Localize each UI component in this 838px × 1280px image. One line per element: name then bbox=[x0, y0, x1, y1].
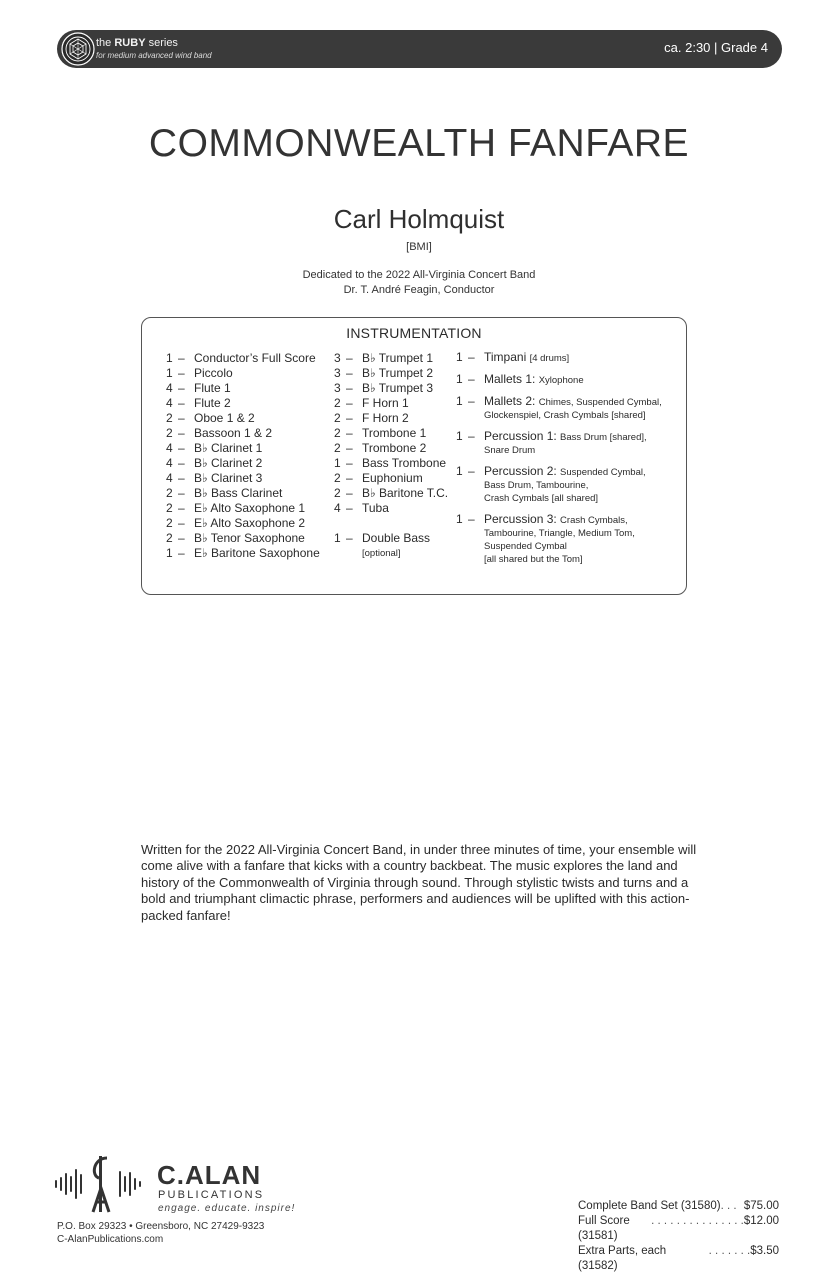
instrument-name: Double Bass bbox=[362, 531, 431, 545]
percussion-entry bbox=[456, 395, 662, 422]
duration-grade: ca. 2:30 | Grade 4 bbox=[664, 40, 768, 55]
instrument-qty: 4 bbox=[166, 441, 173, 455]
dash: – bbox=[178, 396, 185, 410]
instrument-qty: 2 bbox=[334, 471, 341, 485]
publisher-website[interactable]: C-AlanPublications.com bbox=[57, 1234, 164, 1245]
instrument-name: E♭ Alto Saxophone 1 bbox=[194, 501, 306, 515]
instrument-qty: 1 bbox=[334, 531, 341, 545]
dash: – bbox=[178, 531, 185, 545]
instrument-row bbox=[334, 396, 448, 411]
instrument-qty: 3 bbox=[334, 351, 341, 365]
instrument-name: F Horn 1 bbox=[362, 396, 409, 410]
instrument-qty: 4 bbox=[166, 396, 173, 410]
instrument-name: E♭ Alto Saxophone 2 bbox=[194, 516, 306, 530]
instrument-name: Piccolo bbox=[194, 366, 233, 380]
instrument-qty: 2 bbox=[334, 396, 341, 410]
instrument-note: Suspended Cymbal, bbox=[560, 467, 646, 478]
dash: – bbox=[346, 456, 353, 470]
instrument-qty: 1 bbox=[456, 512, 463, 526]
percussion-entry bbox=[456, 465, 662, 505]
publisher-contact bbox=[57, 1220, 264, 1246]
instrument-name: B♭ Clarinet 1 bbox=[194, 441, 263, 455]
price-leader-dots: . . . . . . . bbox=[708, 1245, 751, 1257]
instrument-qty: 3 bbox=[334, 366, 341, 380]
instrument-qty: 2 bbox=[334, 411, 341, 425]
dash: – bbox=[178, 411, 185, 425]
percussion-entry bbox=[456, 351, 662, 365]
price-value: $3.50 bbox=[750, 1245, 779, 1257]
instrument-name: Mallets 2: bbox=[484, 394, 536, 408]
percussion-first-line bbox=[484, 351, 569, 365]
instrument-name: Flute 1 bbox=[194, 381, 231, 395]
instrument-note: [4 drums] bbox=[529, 353, 570, 364]
instrument-note-line: Glockenspiel, Crash Cymbals [shared] bbox=[484, 410, 646, 421]
price-label: Full Score (31581) bbox=[578, 1215, 630, 1242]
instrument-qty: 4 bbox=[166, 471, 173, 485]
instrument-qty: 1 bbox=[456, 429, 463, 443]
instrument-qty: 4 bbox=[334, 501, 341, 515]
instrument-qty: 2 bbox=[166, 516, 173, 530]
price-leader-dots: . . . bbox=[720, 1200, 737, 1212]
instrument-name: Timpani bbox=[484, 350, 527, 364]
instrument-name: Euphonium bbox=[362, 471, 423, 485]
instrument-note-row bbox=[334, 546, 448, 561]
instrument-name: Oboe 1 & 2 bbox=[194, 411, 255, 425]
instrument-note: Chimes, Suspended Cymbal, bbox=[538, 397, 662, 408]
instrument-name: Conductor’s Full Score bbox=[194, 351, 316, 365]
instrument-note: Bass Drum [shared], bbox=[560, 432, 647, 443]
instrument-note-line: Suspended Cymbal bbox=[484, 541, 567, 552]
instrument-qty: 2 bbox=[334, 426, 341, 440]
instrument-qty: 2 bbox=[166, 531, 173, 545]
instrument-row bbox=[334, 456, 448, 471]
series-subtitle: for medium advanced wind band bbox=[96, 51, 212, 60]
dash: – bbox=[346, 426, 353, 440]
instrument-name: B♭ Trumpet 3 bbox=[362, 381, 434, 395]
instrument-row bbox=[166, 546, 320, 561]
instrument-name: Trombone 2 bbox=[362, 441, 427, 455]
percussion-first-line bbox=[484, 430, 647, 444]
dash: – bbox=[346, 531, 353, 545]
dash: – bbox=[468, 350, 475, 364]
instrumentation-column-percussion bbox=[456, 351, 662, 566]
dash: – bbox=[178, 426, 185, 440]
instrument-note-line: [all shared but the Tom] bbox=[484, 554, 583, 565]
instrument-note-line: Bass Drum, Tambourine, bbox=[484, 480, 589, 491]
instrument-row bbox=[334, 351, 448, 366]
instrument-name: Mallets 1: bbox=[484, 372, 536, 386]
dash: – bbox=[468, 464, 475, 478]
percussion-body bbox=[484, 430, 647, 457]
instrumentation-column-woodwinds bbox=[166, 351, 320, 561]
instrument-row bbox=[334, 381, 448, 396]
instrument-row bbox=[334, 471, 448, 486]
dash: – bbox=[178, 501, 185, 515]
dash: – bbox=[178, 486, 185, 500]
price-label: Extra Parts, each (31582) bbox=[578, 1245, 667, 1272]
instrument-name: B♭ Tenor Saxophone bbox=[194, 531, 305, 545]
series-label bbox=[96, 37, 212, 61]
instrument-qty: 3 bbox=[334, 381, 341, 395]
dash: – bbox=[346, 366, 353, 380]
instrument-qty: 4 bbox=[166, 456, 173, 470]
instrumentation-box bbox=[141, 317, 687, 595]
instrument-name: B♭ Clarinet 3 bbox=[194, 471, 263, 485]
dash: – bbox=[346, 501, 353, 515]
instrument-name: B♭ Trumpet 2 bbox=[362, 366, 434, 380]
publisher-address: P.O. Box 29323 • Greensboro, NC 27429-9323 bbox=[57, 1221, 265, 1232]
price-row bbox=[578, 1214, 779, 1244]
instrument-row bbox=[166, 426, 320, 441]
instrument-qty: 1 bbox=[166, 546, 173, 560]
percussion-body bbox=[484, 351, 569, 365]
instrument-row bbox=[166, 396, 320, 411]
instrument-row bbox=[334, 366, 448, 381]
instrument-row bbox=[166, 381, 320, 396]
instrument-row bbox=[166, 516, 320, 531]
dash: – bbox=[178, 351, 185, 365]
instrument-qty: 1 bbox=[456, 394, 463, 408]
instrument-note-line: Tambourine, Triangle, Medium Tom, bbox=[484, 528, 635, 539]
series-suffix: series bbox=[148, 37, 178, 49]
instrumentation-column-brass bbox=[334, 351, 448, 561]
instrument-row bbox=[334, 501, 448, 516]
price-row bbox=[578, 1244, 779, 1274]
dash: – bbox=[178, 516, 185, 530]
dash: – bbox=[178, 456, 185, 470]
piece-title: COMMONWEALTH FANFARE bbox=[148, 122, 690, 165]
dash: – bbox=[346, 396, 353, 410]
percussion-body bbox=[484, 373, 584, 387]
instrument-name: Percussion 2: bbox=[484, 464, 557, 478]
instrument-qty: 1 bbox=[456, 464, 463, 478]
percussion-body bbox=[484, 465, 646, 505]
percussion-first-line bbox=[484, 513, 635, 527]
instrument-name: Trombone 1 bbox=[362, 426, 427, 440]
dash: – bbox=[178, 366, 185, 380]
piece-description: Written for the 2022 All-Virginia Concert Band, in under three minutes of time, your ensemble will come alive with a fanfare that kicks with a country backbeat. The music explores the land and history of the Commonwealth of Virginia through sound. Through stylistic twists and turns and a bold and triumphant climactic phrase, performers and audiences will be uplifted with this action-packed fanfare! bbox=[141, 842, 697, 923]
price-row bbox=[578, 1199, 779, 1214]
instrument-note: Crash Cymbals, bbox=[560, 515, 628, 526]
instrument-note: [optional] bbox=[362, 548, 401, 559]
instrument-note-line: Snare Drum bbox=[484, 445, 536, 456]
instrument-row bbox=[166, 471, 320, 486]
dash: – bbox=[346, 381, 353, 395]
instrument-row bbox=[334, 411, 448, 426]
instrument-qty: 1 bbox=[456, 372, 463, 386]
publisher-tagline: engage. educate. inspire! bbox=[158, 1203, 296, 1214]
price-list bbox=[578, 1199, 779, 1274]
percussion-first-line bbox=[484, 465, 646, 479]
instrument-qty: 1 bbox=[334, 456, 341, 470]
instrument-row bbox=[334, 531, 448, 546]
dedication-line-2: Dr. T. André Feagin, Conductor bbox=[343, 284, 495, 296]
instrument-qty: 2 bbox=[166, 411, 173, 425]
dash: – bbox=[346, 486, 353, 500]
dash: – bbox=[178, 546, 185, 560]
dash: – bbox=[346, 351, 353, 365]
percussion-entry bbox=[456, 373, 662, 387]
dash: – bbox=[178, 471, 185, 485]
percussion-body bbox=[484, 395, 662, 422]
instrument-qty: 1 bbox=[166, 366, 173, 380]
instrument-name: F Horn 2 bbox=[362, 411, 409, 425]
instrument-name: B♭ Baritone T.C. bbox=[362, 486, 449, 500]
instrument-name: E♭ Baritone Saxophone bbox=[194, 546, 320, 560]
percussion-entry bbox=[456, 513, 662, 566]
dedication-line-1: Dedicated to the 2022 All-Virginia Concert Band bbox=[302, 269, 536, 281]
instrumentation-heading: INSTRUMENTATION bbox=[346, 325, 482, 341]
dash: – bbox=[468, 512, 475, 526]
dash: – bbox=[346, 441, 353, 455]
performing-rights-org: [BMI] bbox=[406, 241, 432, 253]
instrument-name: Flute 2 bbox=[194, 396, 231, 410]
instrument-qty: 1 bbox=[166, 351, 173, 365]
price-value: $12.00 bbox=[743, 1215, 779, 1227]
instrument-row bbox=[334, 441, 448, 456]
percussion-entry bbox=[456, 430, 662, 457]
instrument-name: Tuba bbox=[362, 501, 389, 515]
instrument-note-line: Crash Cymbals [all shared] bbox=[484, 493, 599, 504]
instrument-name: Percussion 3: bbox=[484, 512, 557, 526]
instrument-qty: 2 bbox=[166, 426, 173, 440]
dash: – bbox=[178, 381, 185, 395]
instrument-qty: 4 bbox=[166, 381, 173, 395]
composer-name: Carl Holmquist bbox=[333, 204, 505, 234]
dash: – bbox=[468, 394, 475, 408]
instrument-row bbox=[166, 441, 320, 456]
price-value: $75.00 bbox=[743, 1200, 779, 1212]
price-leader-dots: . . . . . . . . . . . . . . . bbox=[651, 1215, 744, 1227]
instrument-name: Bass Trombone bbox=[362, 456, 447, 470]
series-name: RUBY bbox=[114, 37, 146, 49]
instrument-name: B♭ Trumpet 1 bbox=[362, 351, 434, 365]
instrument-name: Percussion 1: bbox=[484, 429, 557, 443]
instrument-row bbox=[166, 366, 320, 381]
instrument-name: B♭ Clarinet 2 bbox=[194, 456, 263, 470]
publisher-subtitle: PUBLICATIONS bbox=[158, 1189, 265, 1201]
instrument-row bbox=[334, 486, 448, 501]
percussion-first-line bbox=[484, 395, 662, 409]
instrument-row bbox=[166, 456, 320, 471]
dash: – bbox=[346, 411, 353, 425]
instrument-qty: 2 bbox=[334, 441, 341, 455]
instrument-qty: 2 bbox=[166, 486, 173, 500]
dedication bbox=[0, 268, 838, 298]
instrument-row bbox=[166, 351, 320, 366]
instrument-row bbox=[166, 486, 320, 501]
dash: – bbox=[178, 441, 185, 455]
instrument-qty: 1 bbox=[456, 350, 463, 364]
series-header-bar bbox=[57, 30, 782, 68]
instrument-row bbox=[166, 411, 320, 426]
dash: – bbox=[468, 429, 475, 443]
instrument-qty: 2 bbox=[334, 486, 341, 500]
price-label: Complete Band Set (31580) bbox=[578, 1200, 721, 1212]
series-prefix: the bbox=[96, 37, 112, 49]
publisher-name: C.ALAN bbox=[157, 1160, 262, 1190]
dash: – bbox=[346, 471, 353, 485]
instrument-name: B♭ Bass Clarinet bbox=[194, 486, 283, 500]
percussion-body bbox=[484, 513, 635, 566]
ruby-gem-icon bbox=[61, 32, 95, 66]
instrument-row bbox=[166, 531, 320, 546]
instrument-row bbox=[334, 426, 448, 441]
instrument-name: Bassoon 1 & 2 bbox=[194, 426, 273, 440]
percussion-first-line bbox=[484, 373, 584, 387]
dash: – bbox=[468, 372, 475, 386]
instrument-row bbox=[166, 501, 320, 516]
instrument-note: Xylophone bbox=[538, 375, 584, 386]
instrument-qty: 2 bbox=[166, 501, 173, 515]
